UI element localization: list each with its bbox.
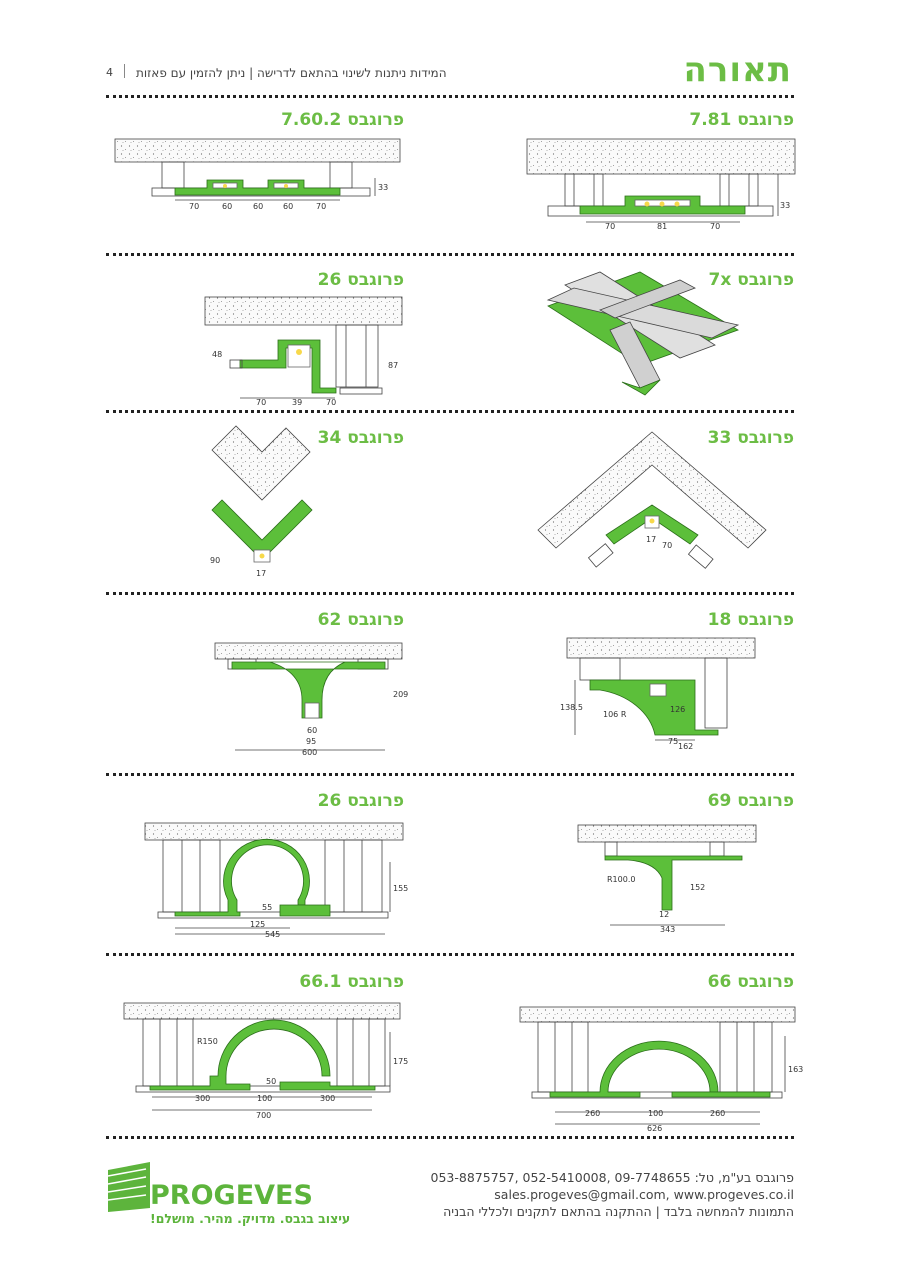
profile-drawing-7-81 bbox=[527, 139, 795, 231]
product-title: פרוגבס 26 bbox=[317, 270, 404, 290]
dimension-label: 39 bbox=[292, 398, 303, 407]
dimension-label: 125 bbox=[250, 920, 266, 929]
profile-drawing-7-60-2 bbox=[115, 139, 400, 211]
dimension-label: 260 bbox=[710, 1109, 726, 1118]
dimension-label: 152 bbox=[690, 883, 706, 892]
product-title: פרוגבס 33 bbox=[707, 428, 794, 448]
product-title: פרוגבס 7x bbox=[708, 270, 794, 290]
dimension-label: 17 bbox=[646, 535, 657, 544]
dimension-label: 33 bbox=[780, 201, 791, 210]
dimension-label: 70 bbox=[256, 398, 267, 407]
product-title: פרוגבס 7.81 bbox=[689, 110, 794, 130]
profile-drawing-26 bbox=[205, 297, 402, 407]
profile-drawing-66-1 bbox=[124, 1003, 408, 1120]
product-title: פרוגבס 62 bbox=[317, 610, 404, 630]
dimension-label: 48 bbox=[212, 350, 223, 359]
product-title: פרוגבס 66.1 bbox=[299, 972, 404, 992]
profile-drawing-26-arch bbox=[145, 823, 408, 939]
dimension-label: 60 bbox=[307, 726, 318, 735]
product-title: פרוגבס 18 bbox=[707, 610, 794, 630]
product-title: פרוגבס 7.60.2 bbox=[281, 110, 404, 130]
dimension-label: 600 bbox=[302, 748, 318, 757]
dimension-label: 300 bbox=[320, 1094, 336, 1103]
dimension-label: 12 bbox=[659, 910, 670, 919]
logo-geves: GEVES bbox=[213, 1180, 313, 1211]
header-subtitle: המידות ניתנות לשינוי בהתאם לדרישה | ניתן להזמין עם פאזות bbox=[136, 66, 447, 80]
dimension-label: 90 bbox=[210, 556, 221, 565]
dimension-label: 126 bbox=[670, 705, 686, 714]
dimension-label: 626 bbox=[647, 1124, 663, 1133]
dimension-label: 162 bbox=[678, 742, 694, 751]
profile-drawing-18 bbox=[560, 638, 755, 751]
dimension-label: 700 bbox=[256, 1111, 272, 1120]
logo-icon bbox=[108, 1162, 150, 1212]
dimension-label: 70 bbox=[326, 398, 337, 407]
profile-drawing-34 bbox=[210, 426, 312, 578]
dimension-label: 155 bbox=[393, 884, 409, 893]
dimension-label: 75 bbox=[668, 737, 679, 746]
dimension-label: 70 bbox=[189, 202, 200, 211]
dimension-label: 209 bbox=[393, 690, 409, 699]
footer-disclaimer: התמונות להמחשה בלבד | ההתקנה בהתאם לתקנים ולכללי הבניה bbox=[443, 1204, 794, 1219]
logo-pro: PRO bbox=[150, 1180, 214, 1211]
dimension-label: 545 bbox=[265, 930, 281, 939]
logo-slogan: עיצוב בגבס. מדויק. מהיר. מושלם! bbox=[150, 1211, 351, 1226]
dimension-label: 87 bbox=[388, 361, 399, 370]
dimension-label: R100.0 bbox=[607, 875, 636, 884]
profile-drawing-69 bbox=[578, 825, 756, 934]
dimension-label: 33 bbox=[378, 183, 389, 192]
profile-drawing-62 bbox=[215, 643, 408, 757]
dimension-label: 60 bbox=[283, 202, 294, 211]
page-title: תאורה bbox=[683, 50, 792, 90]
dimension-label: 138.5 bbox=[560, 703, 583, 712]
dimension-label: 70 bbox=[316, 202, 327, 211]
dimension-label: 100 bbox=[257, 1094, 273, 1103]
product-title: פרוגבס 66 bbox=[707, 972, 794, 992]
dimension-label: R150 bbox=[197, 1037, 218, 1046]
dimension-label: 17 bbox=[256, 569, 267, 578]
dimension-label: 343 bbox=[660, 925, 676, 934]
page-number: 4 bbox=[106, 66, 113, 79]
logo-wordmark bbox=[150, 1180, 313, 1211]
dimension-label: 60 bbox=[222, 202, 233, 211]
dimension-label: 55 bbox=[262, 903, 273, 912]
footer-contact[interactable]: sales.progeves@gmail.com, www.progeves.co.il bbox=[494, 1187, 794, 1202]
dimension-label: 100 bbox=[648, 1109, 664, 1118]
dimension-label: 70 bbox=[605, 222, 616, 231]
dimension-label: 260 bbox=[585, 1109, 601, 1118]
footer-phones: פרוגבס בע"מ, טל: 09-7748655 ,052-5410008 ,053-8875757 bbox=[430, 1170, 794, 1185]
dimension-label: 106 R bbox=[603, 710, 627, 719]
dimension-label: 60 bbox=[253, 202, 264, 211]
dimension-label: 175 bbox=[393, 1057, 409, 1066]
profile-drawing-7x bbox=[548, 272, 738, 395]
dimension-label: 163 bbox=[788, 1065, 804, 1074]
dimension-label: 95 bbox=[306, 737, 317, 746]
profile-drawing-33 bbox=[538, 432, 766, 568]
product-title: פרוגבס 26 bbox=[317, 791, 404, 811]
dimension-label: 300 bbox=[195, 1094, 211, 1103]
dimension-label: 70 bbox=[710, 222, 721, 231]
dimension-label: 50 bbox=[266, 1077, 277, 1086]
product-title: פרוגבס 34 bbox=[317, 428, 404, 448]
profile-drawing-66 bbox=[520, 1007, 803, 1133]
product-title: פרוגבס 69 bbox=[707, 791, 794, 811]
dimension-label: 81 bbox=[657, 222, 668, 231]
dimension-label: 70 bbox=[662, 541, 673, 550]
